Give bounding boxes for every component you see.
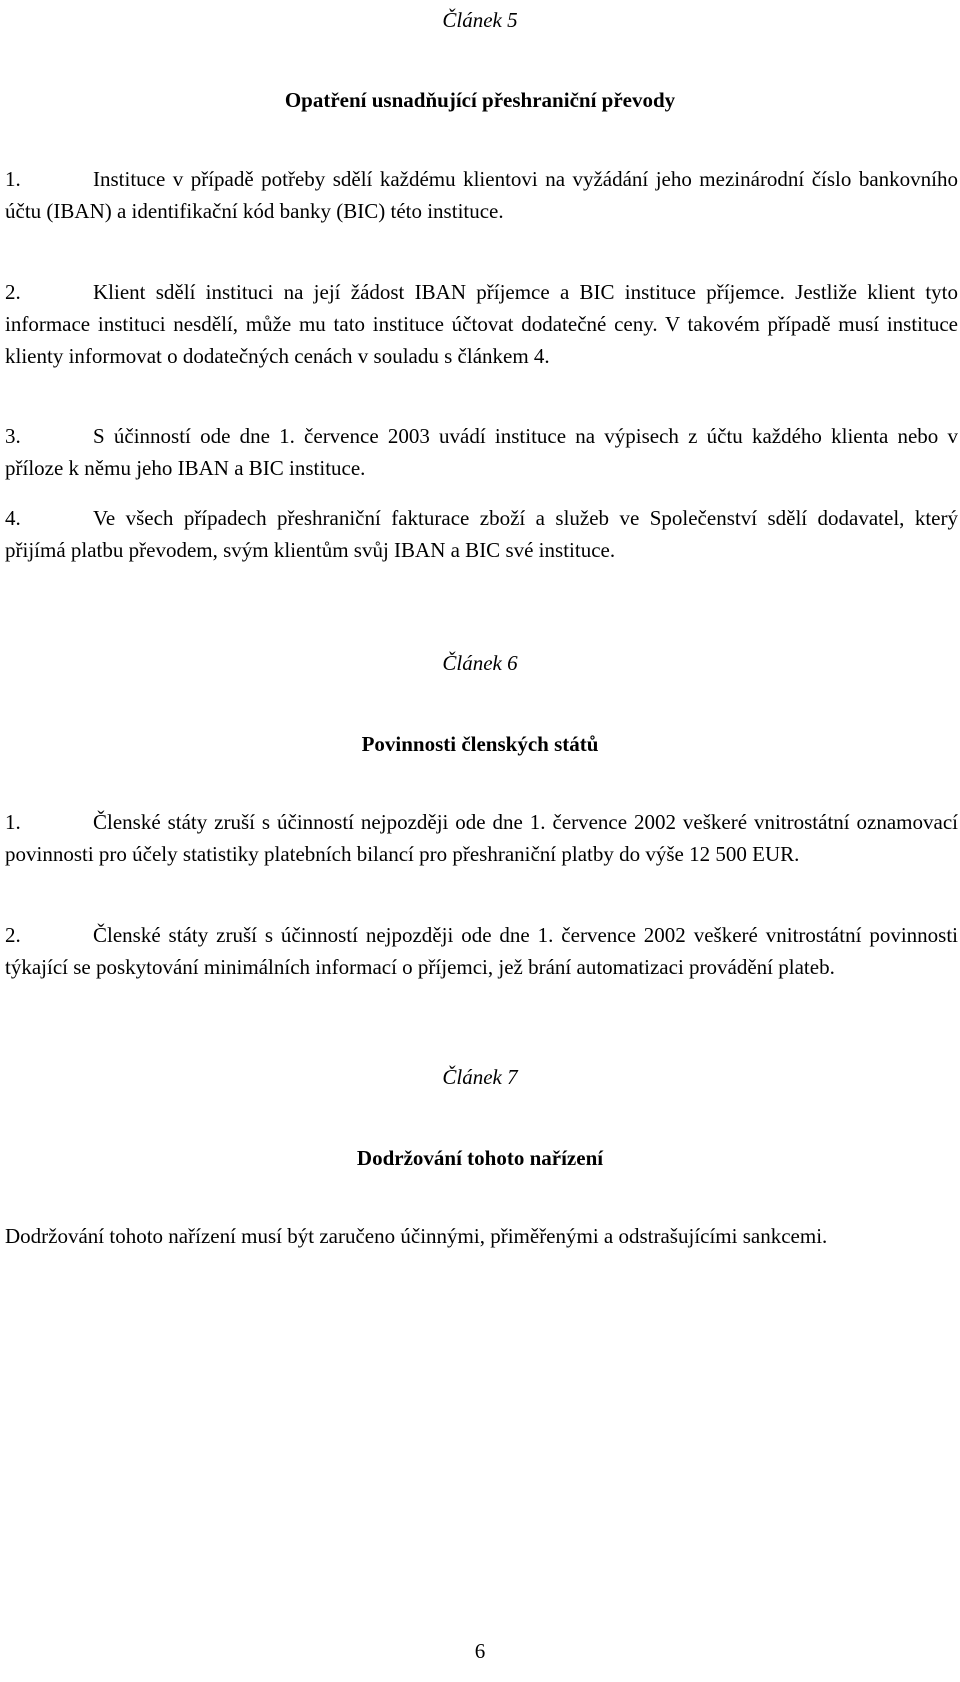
paragraph-text: Členské státy zruší s účinností nejpozději ode dne 1. července 2002 veškeré vnitrostátní oznamovací povinnosti pro účely statistiky platebních bilancí pro přeshraniční platby do výše 12 500 EUR. bbox=[5, 810, 958, 866]
article-7-paragraph: Dodržování tohoto nařízení musí být zaručeno účinnými, přiměřenými a odstrašujícími sankcemi. bbox=[5, 1224, 828, 1248]
page-number: 6 bbox=[474, 1639, 486, 1663]
paragraph-text: Instituce v případě potřeby sdělí každému klientovi na vyžádání jeho mezinárodní číslo bankovního účtu (IBAN) a identifikační kód banky (BIC) této instituce. bbox=[5, 167, 958, 223]
article-6-paragraph-2 bbox=[5, 919, 958, 983]
article-5-paragraph-2 bbox=[5, 276, 958, 372]
article-5-title: Opatření usnadňující přeshraniční převody bbox=[284, 88, 676, 112]
article-6-paragraph-1 bbox=[5, 806, 958, 870]
paragraph-number: 4. bbox=[5, 506, 21, 530]
paragraph-number: 3. bbox=[5, 424, 21, 448]
paragraph-text: Členské státy zruší s účinností nejpozději ode dne 1. července 2002 veškeré vnitrostátní povinnosti týkající se poskytování minimálních informací o příjemci, jež brání automatizaci provádění plateb. bbox=[5, 923, 958, 979]
article-5-paragraph-4 bbox=[5, 502, 958, 566]
article-7-number: Článek 7 bbox=[442, 1065, 518, 1089]
article-7-title: Dodržování tohoto nařízení bbox=[356, 1146, 604, 1170]
article-5-paragraph-3 bbox=[5, 420, 958, 484]
article-5-paragraph-1 bbox=[5, 163, 958, 227]
article-6-title: Povinnosti členských států bbox=[361, 732, 599, 756]
paragraph-text: S účinností ode dne 1. července 2003 uvádí instituce na výpisech z účtu každého klienta nebo v příloze k němu jeho IBAN a BIC instituce. bbox=[5, 424, 958, 480]
article-5-number: Článek 5 bbox=[442, 8, 518, 32]
paragraph-number: 2. bbox=[5, 923, 21, 947]
paragraph-number: 2. bbox=[5, 280, 21, 304]
paragraph-text: Klient sdělí instituci na její žádost IBAN příjemce a BIC instituce příjemce. Jestliže klient tyto informace instituci nesdělí, může mu tato instituce účtovat dodatečné ceny. V takovém případě musí instituce klienty informovat o dodatečných cenách v souladu s článkem 4. bbox=[5, 280, 958, 368]
paragraph-text: Ve všech případech přeshraniční fakturace zboží a služeb ve Společenství sdělí dodavatel, který přijímá platbu převodem, svým klientům svůj IBAN a BIC své instituce. bbox=[5, 506, 958, 562]
article-6-number: Článek 6 bbox=[442, 651, 518, 675]
paragraph-number: 1. bbox=[5, 167, 21, 191]
paragraph-number: 1. bbox=[5, 810, 21, 834]
